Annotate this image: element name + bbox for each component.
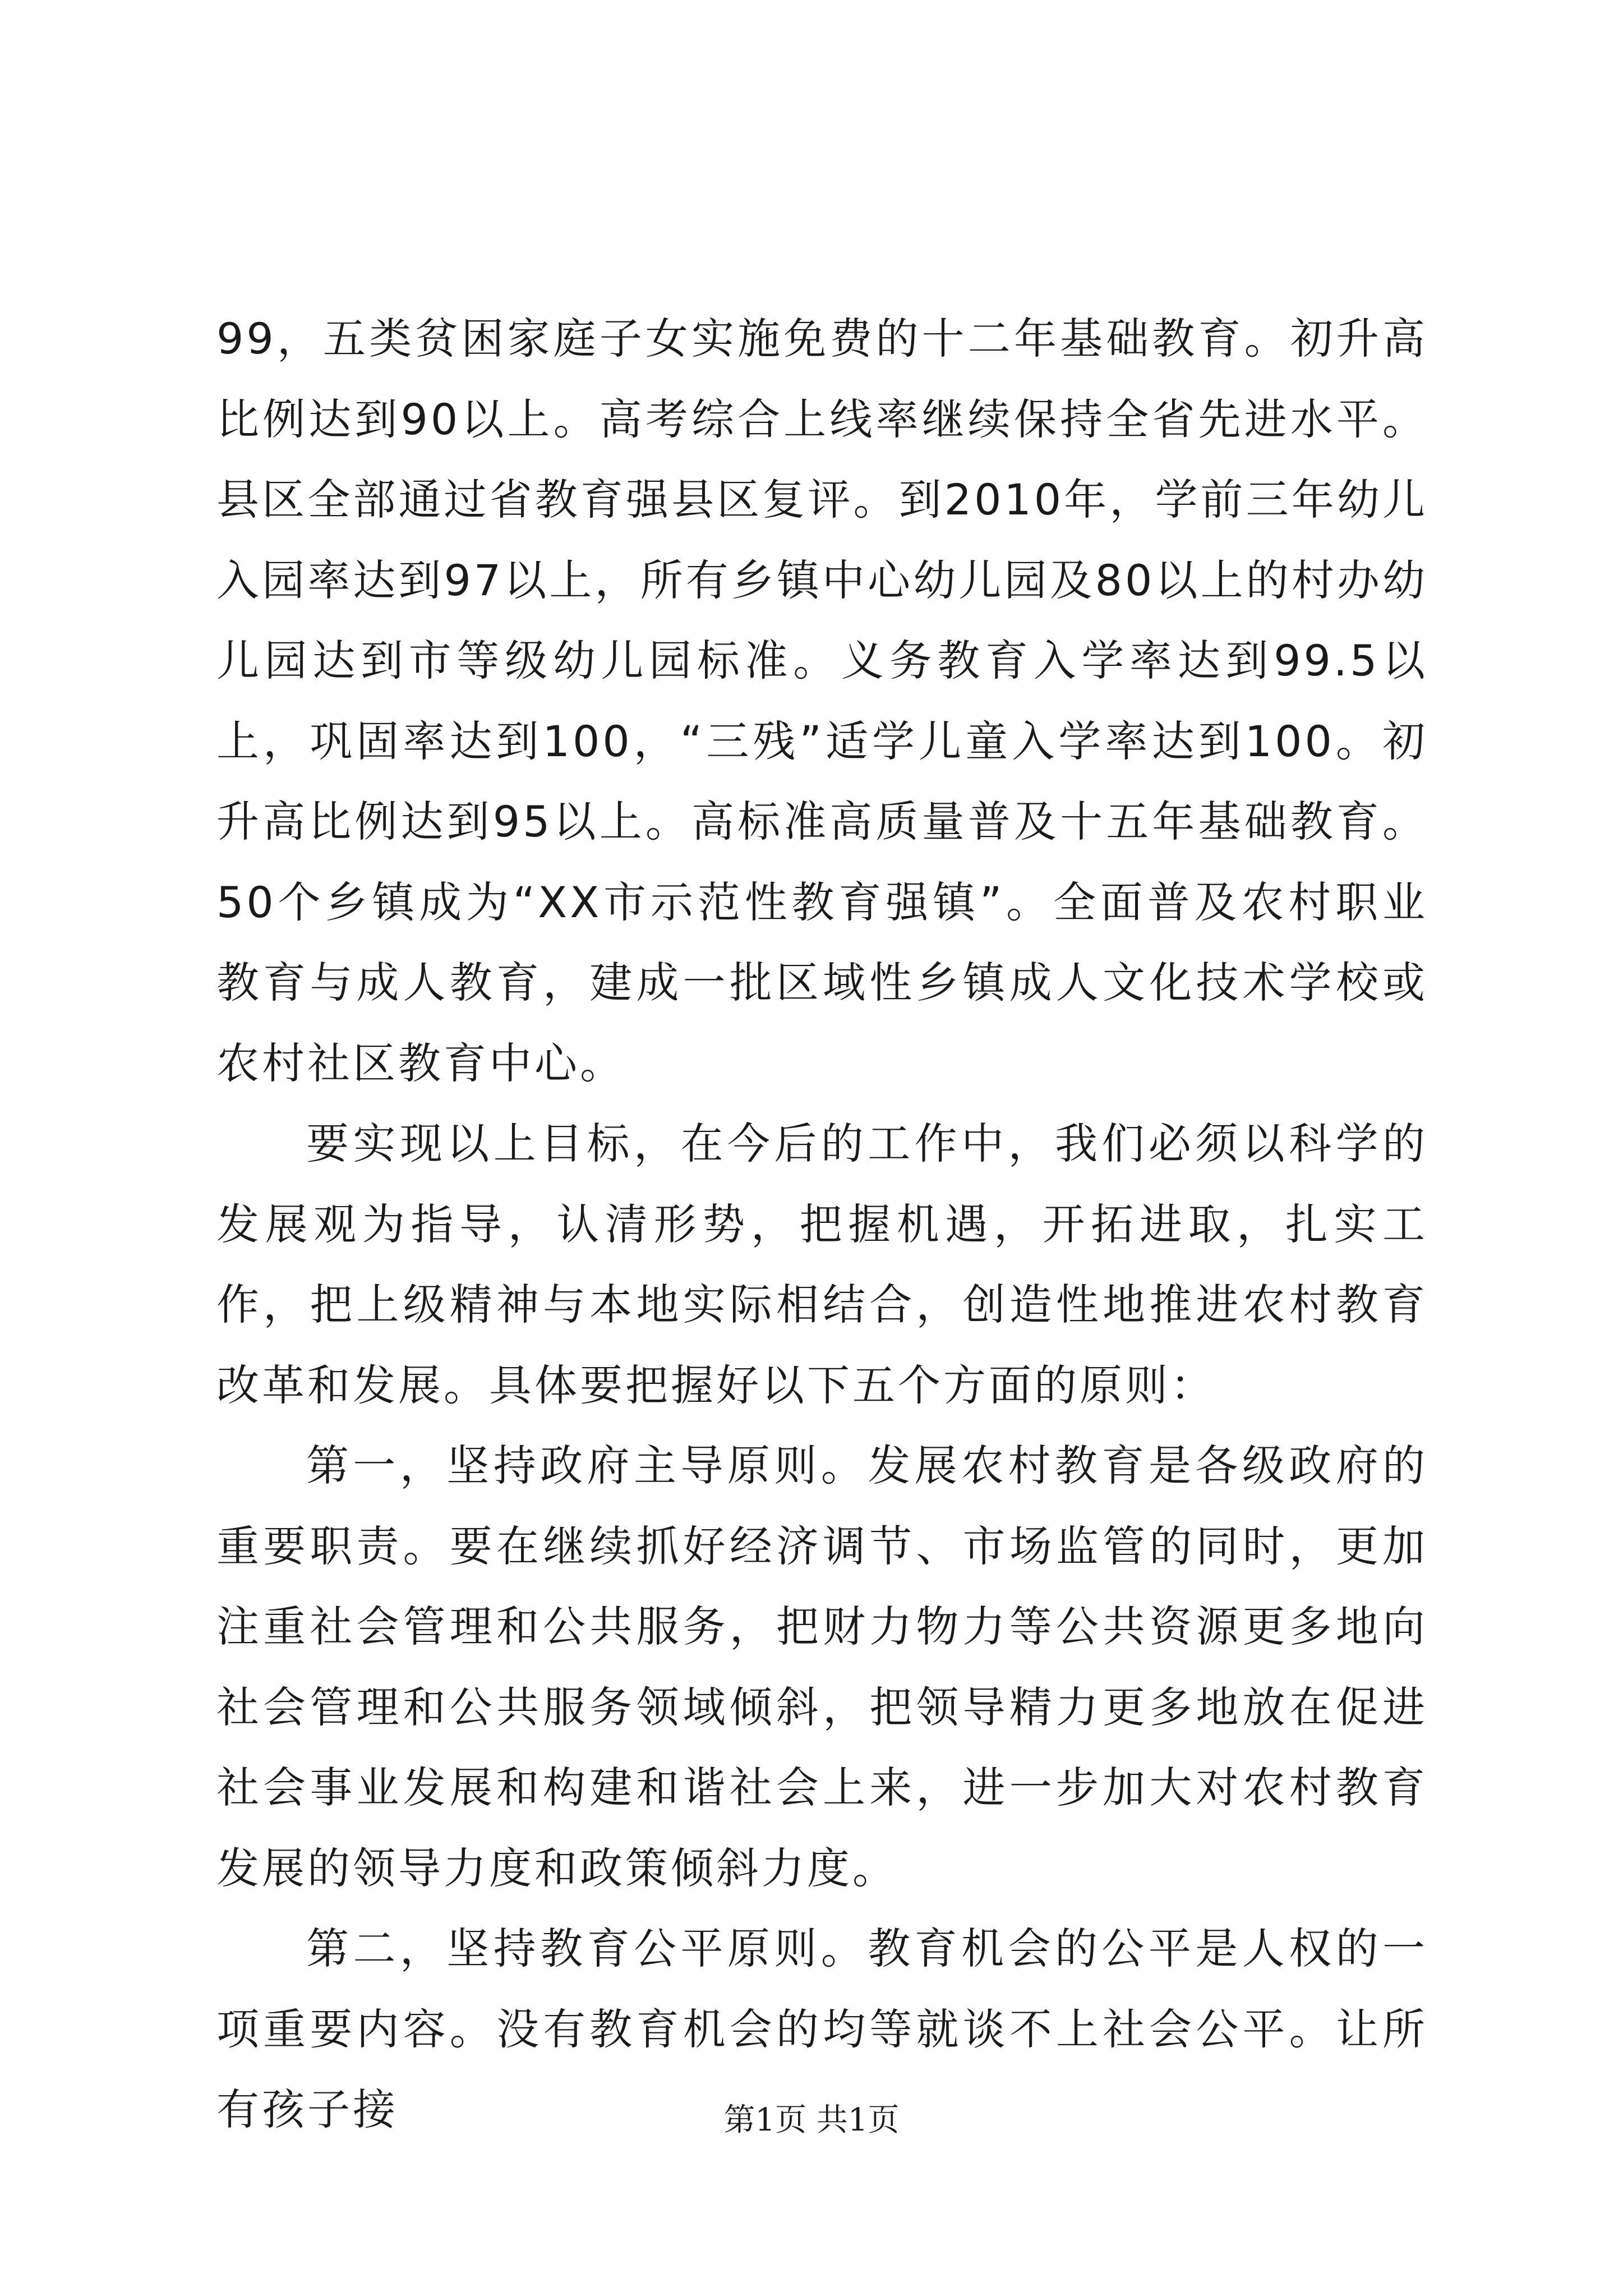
- document-body: [216, 298, 1428, 2150]
- page-footer: [0, 2098, 1623, 2143]
- paragraph-2: 要实现以上目标，在今后的工作中，我们必须以科学的发展观为指导，认清形势，把握机遇，开拓进取，扎实工作，把上级精神与本地实际相结合，创造性地推进农村教育改革和发展。具体要把握好以下五个方面的原则：: [216, 1119, 1428, 1410]
- paragraph-3: 第一，坚持政府主导原则。发展农村教育是各级政府的重要职责。要在继续抓好经济调节、市场监管的同时，更加注重社会管理和公共服务，把财力物力等公共资源更多地向社会管理和公共服务领域倾斜，把领导精力更多地放在促进社会事业发展和构建和谐社会上来，进一步加大对农村教育发展的领导力度和政策倾斜力度。: [216, 1441, 1428, 1893]
- page-number-label: 第1页 共1页: [723, 2102, 900, 2138]
- paragraph-1: 99，五类贫困家庭子女实施免费的十二年基础教育。初升高比例达到90以上。高考综合上线率继续保持全省先进水平。县区全部通过省教育强县区复评。到2010年，学前三年幼儿入园率达到97以上，所有乡镇中心幼儿园及80以上的村办幼儿园达到市等级幼儿园标准。义务教育入学率达到99.5以上，巩固率达到100，“三残”适学儿童入学率达到100。初升高比例达到95以上。高标准高质量普及十五年基础教育。50个乡镇成为“XX市示范性教育强镇”。全面普及农村职业教育与成人教育，建成一批区域性乡镇成人文化技术学校或农村社区教育中心。: [216, 314, 1428, 1088]
- paragraph-4: 第二，坚持教育公平原则。教育机会的公平是人权的一项重要内容。没有教育机会的均等就谈不上社会公平。让所有孩子接: [216, 1924, 1428, 2134]
